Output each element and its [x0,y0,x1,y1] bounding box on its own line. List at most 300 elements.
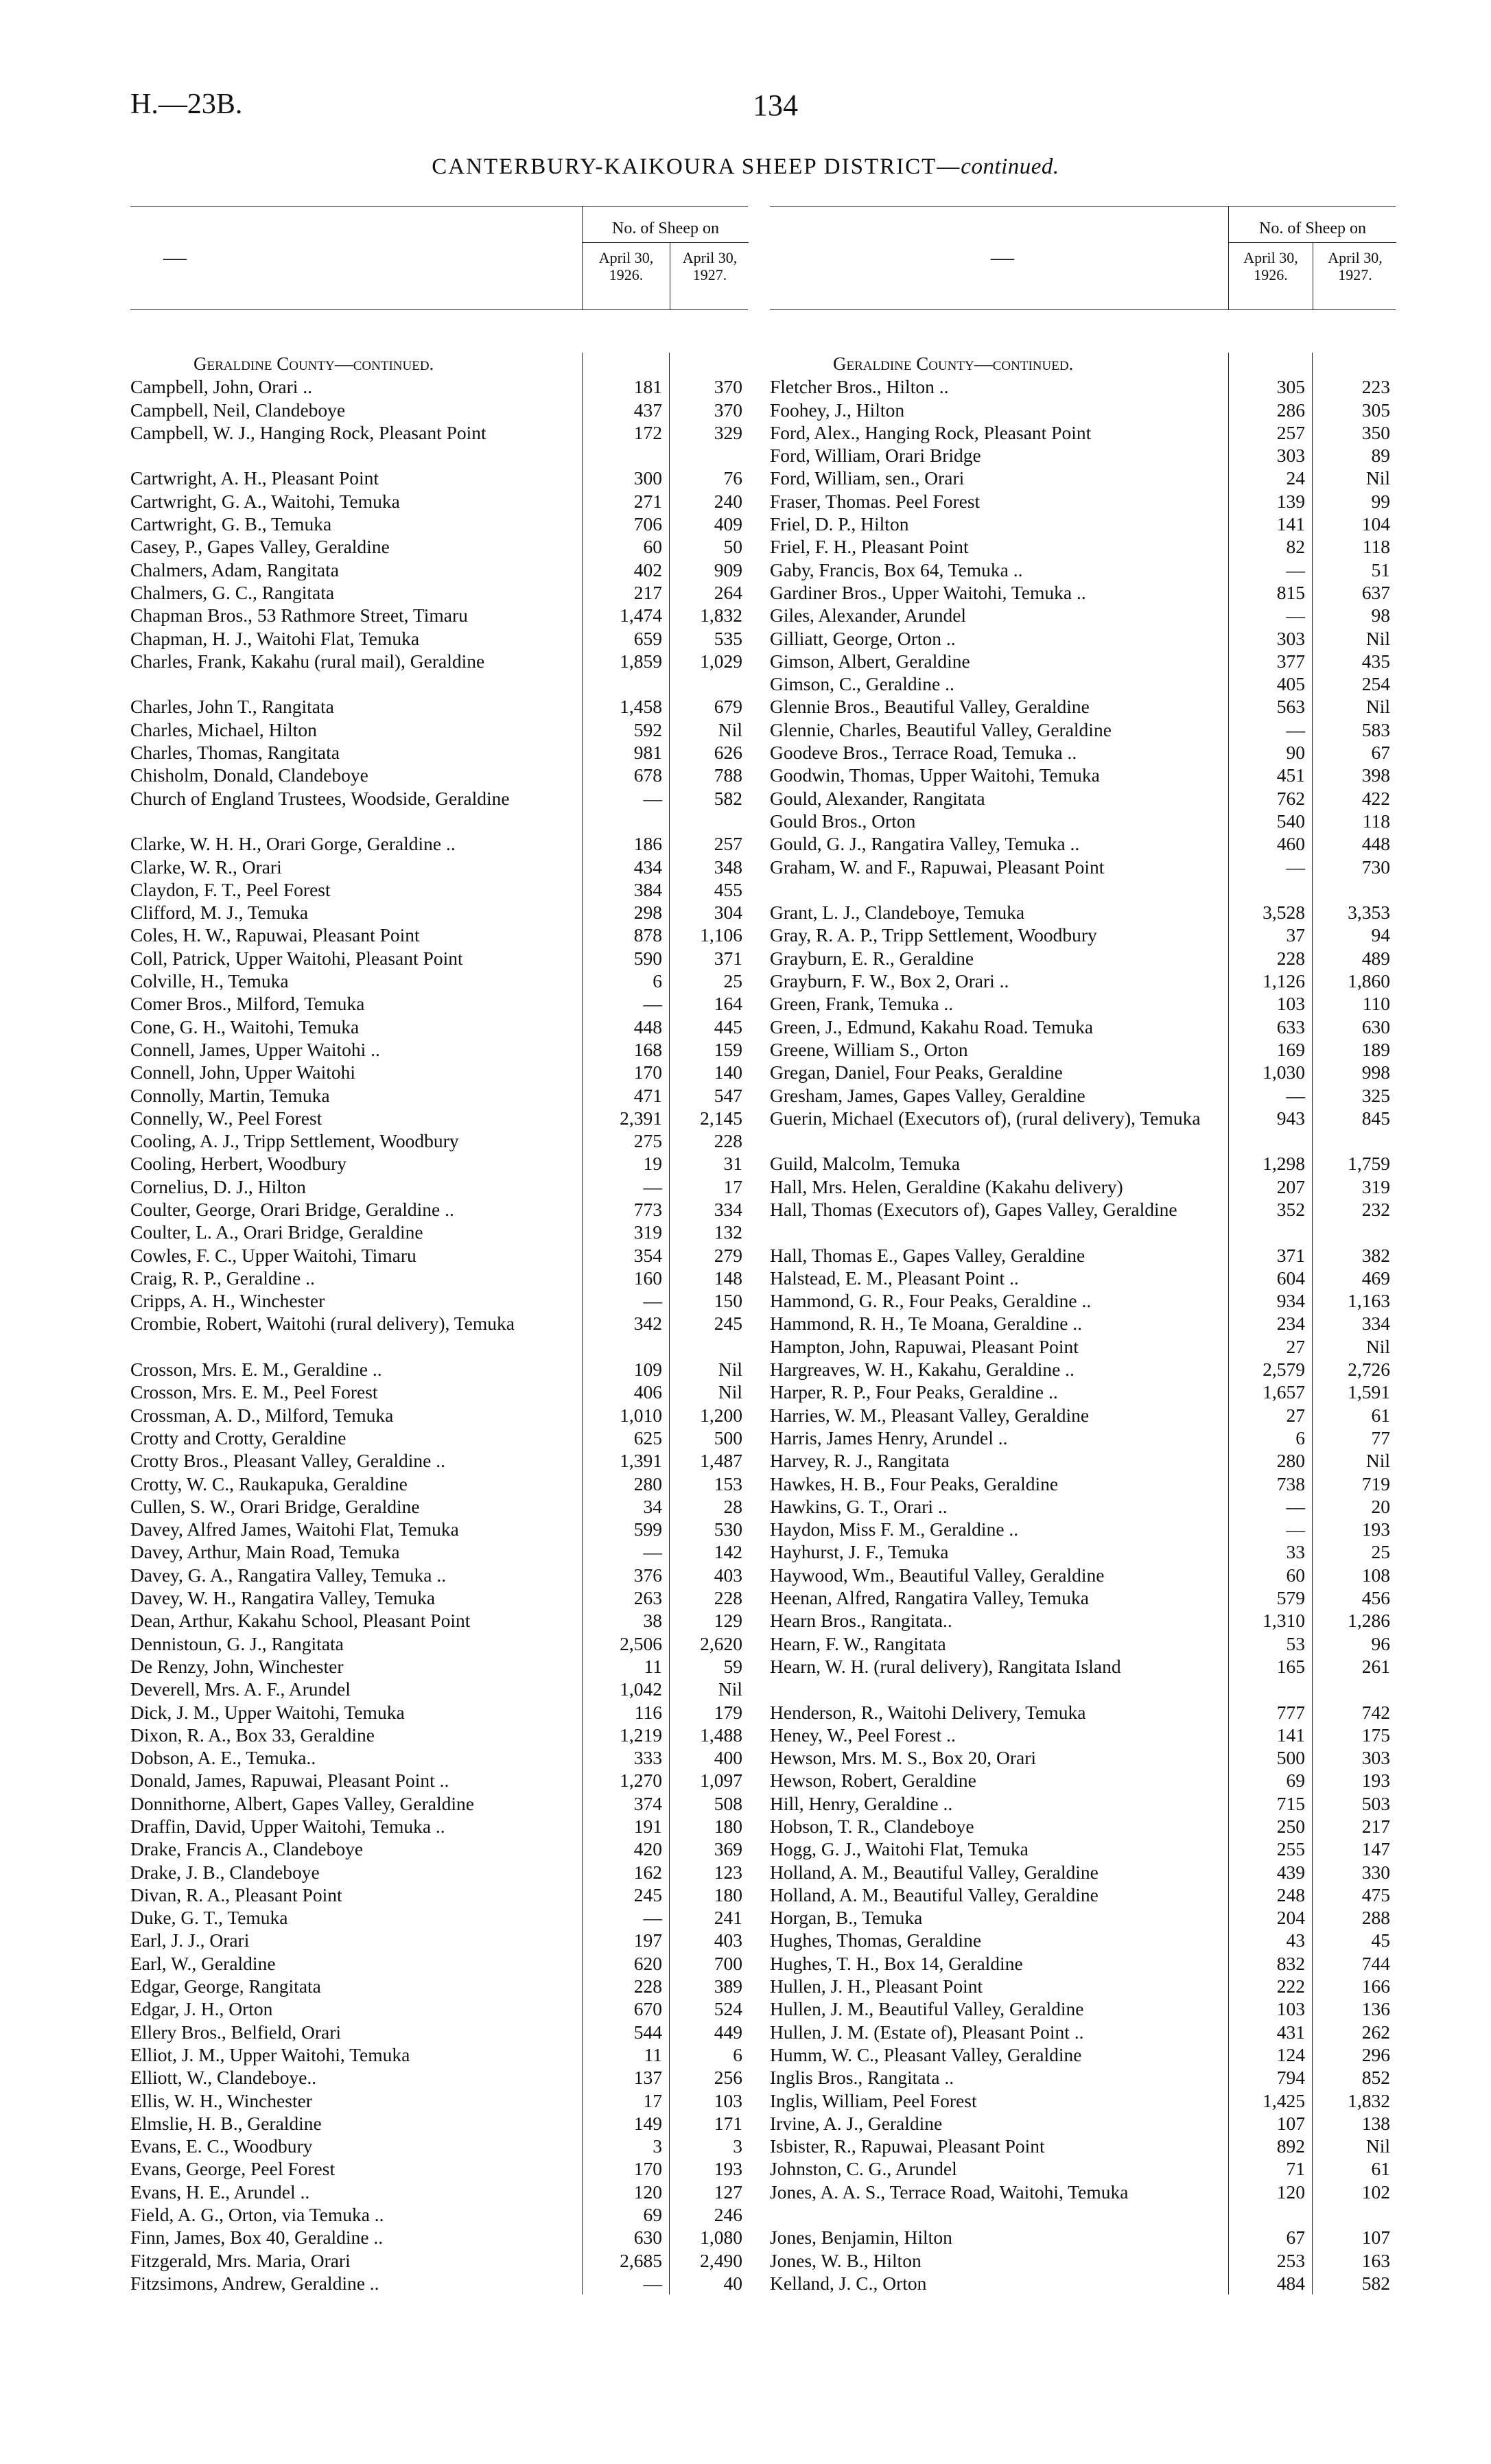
owner-name: Cartwright, G. A., Waitohi, Temuka [130,490,400,512]
table-row [130,1746,748,1769]
owner-name: Hammond, R. H., Te Moana, Geraldine .. [770,1313,1083,1335]
owner-name: Divan, R. A., Pleasant Point [130,1884,342,1905]
sheep-1926: 630 [633,2227,662,2249]
owner-name: Jones, Benjamin, Hilton [770,2227,952,2249]
sheep-1926: 670 [633,1998,662,2020]
sheep-1926: 981 [633,742,662,764]
table-row [130,1175,748,1198]
owner-name: Gaby, Francis, Box 64, Temuka .. [770,559,1023,580]
sheep-1927: Nil [718,1381,742,1403]
table-row [130,1289,748,1312]
owner-name: Clarke, W. R., Orari [130,856,282,878]
sheep-1927: 254 [1361,673,1390,695]
table-row [770,559,1396,581]
sheep-1926: 286 [1276,399,1305,421]
owner-name: Harris, James Henry, Arundel .. [770,1427,1008,1448]
sheep-1927: 679 [714,696,742,718]
table-row [130,1404,748,1427]
sheep-1927: 180 [714,1816,742,1837]
table-row [770,924,1396,946]
sheep-1926: 2,391 [620,1107,662,1129]
sheep-1926: 500 [1276,1747,1305,1769]
owner-name: Fitzsimons, Andrew, Geraldine .. [130,2272,379,2294]
table-row [130,1198,748,1221]
sheep-1927: 51 [1371,559,1390,580]
page-header [130,88,1420,136]
sheep-1927: 104 [1361,513,1390,535]
sheep-1926: 1,859 [620,650,662,672]
owner-name: Gould Bros., Orton [770,810,916,832]
sheep-1927: 1,163 [1348,1290,1390,1312]
owner-name: Campbell, Neil, Clandeboye [130,399,346,421]
sheep-1927: 626 [714,742,742,764]
sheep-1926: 207 [1276,1175,1305,1197]
sheep-1927: 2,620 [700,1632,742,1654]
sheep-1927: 334 [1361,1313,1390,1335]
table-row [770,901,1396,924]
owner-name: Coll, Patrick, Upper Waitohi, Pleasant Point [130,947,463,969]
sheep-1926: 141 [1276,513,1305,535]
sheep-1926: — [643,993,662,1015]
table-row [770,1267,1396,1289]
left-table [130,206,748,2295]
sheep-1927: Nil [1365,696,1390,718]
owner-name: Coles, H. W., Rapuwai, Pleasant Point [130,924,420,946]
sheep-1926: 402 [633,559,662,580]
left-section-heading: Geraldine County—continued. [193,353,434,374]
owner-name: Charles, Frank, Kakahu (rural mail), Geraldine [130,650,485,672]
owner-name: Gould, G. J., Rangatira Valley, Temuka .. [770,833,1080,855]
owner-name: Crotty, W. C., Raukapuka, Geraldine [130,1472,408,1494]
table-row [130,992,748,1015]
table-row [770,1952,1396,1975]
table-row [130,970,748,992]
sheep-1927: 76 [723,467,742,489]
table-row [770,1427,1396,1449]
owner-name: Grant, L. J., Clandeboye, Temuka [770,902,1025,924]
owner-name: Hughes, Thomas, Geraldine [770,1929,982,1951]
owner-name: Hargreaves, W. H., Kakahu, Geraldine .. [770,1359,1075,1381]
sheep-1927: 398 [1361,764,1390,786]
owner-name: Dennistoun, G. J., Rangitata [130,1632,344,1654]
sheep-1927: 435 [1361,650,1390,672]
sheep-1926: 1,042 [620,1678,662,1700]
owner-name: Gould, Alexander, Rangitata [770,787,985,809]
table-row [130,2066,748,2089]
sheep-1926: 3,528 [1263,902,1305,924]
table-row [770,2043,1396,2066]
table-row [130,718,748,741]
owner-name: Hill, Henry, Geraldine .. [770,1792,953,1814]
sheep-1927: 1,832 [1348,2089,1390,2111]
table-row [130,2181,748,2203]
owner-name: Crosson, Mrs. E. M., Geraldine .. [130,1359,382,1381]
sheep-1927: 179 [714,1701,742,1723]
owner-name: Jones, A. A. S., Terrace Road, Waitohi, Temuka [770,2181,1129,2203]
sheep-1927: 2,490 [700,2249,742,2271]
owner-name: Graham, W. and F., Rapuwai, Pleasant Point [770,856,1105,878]
owner-name: Ellis, W. H., Winchester [130,2089,312,2111]
owner-name: Connell, John, Upper Waitohi [130,1061,356,1083]
sheep-1927: 148 [714,1267,742,1289]
sheep-1927: 350 [1361,421,1390,443]
owner-name: Elliott, W., Clandeboye.. [130,2067,317,2089]
sheep-1926: 563 [1276,696,1305,718]
sheep-1926: 777 [1276,1701,1305,1723]
sheep-1927: 28 [723,1495,742,1517]
owner-name: Hullen, J. H., Pleasant Point [770,1975,983,1997]
sheep-1926: 706 [633,513,662,535]
owner-name: Hewson, Robert, Geraldine [770,1770,976,1792]
table-row [130,2272,748,2295]
sheep-1927: 166 [1361,1975,1390,1997]
table-row [770,375,1396,398]
sheep-1926: — [1286,559,1305,580]
sheep-1926: 762 [1276,787,1305,809]
sheep-1927: 637 [1361,581,1390,603]
owner-name: Grayburn, F. W., Box 2, Orari .. [770,970,1009,992]
owner-name: Fraser, Thomas. Peel Forest [770,490,981,512]
sheep-1927: 1,591 [1348,1381,1390,1403]
table-row [770,992,1396,1015]
table-row [130,856,748,878]
sheep-1927: 403 [714,1564,742,1586]
sheep-1927: 118 [1362,810,1390,832]
owner-name: Clifford, M. J., Temuka [130,902,309,924]
owner-name: Drake, Francis A., Clandeboye [130,1838,364,1860]
sheep-1927: 389 [714,1975,742,1997]
table-row [130,1038,748,1061]
sheep-1926: 11 [644,1655,662,1677]
sheep-1926: 69 [1286,1770,1305,1792]
table-row [130,2203,748,2226]
owner-name: Hawkins, G. T., Orari .. [770,1495,948,1517]
owner-name: Finn, James, Box 40, Geraldine .. [130,2227,384,2249]
sheep-1926: 439 [1276,1861,1305,1883]
sheep-1927: Nil [718,1359,742,1381]
sheep-1927: 25 [723,970,742,992]
owner-name: De Renzy, John, Winchester [130,1655,344,1677]
table-row [130,1472,748,1495]
sheep-1926: 448 [633,1016,662,1037]
sheep-1927: 1,097 [700,1770,742,1792]
sheep-1926: 60 [1286,1564,1305,1586]
sheep-1926: 298 [633,902,662,924]
sheep-1927: 61 [1371,1404,1390,1426]
left-header-col-1926: April 30, 1926. [598,249,654,283]
table-row [130,1564,748,1586]
sheep-1927: 3 [733,2135,742,2157]
owner-name: Hearn, F. W., Rangitata [770,1632,946,1654]
sheep-1927: 217 [1361,1816,1390,1837]
table-row [770,1038,1396,1061]
owner-name: Crombie, Robert, Waitohi (rural delivery), Temuka [130,1313,515,1335]
owner-name: Harper, R. P., Four Peaks, Geraldine .. [770,1381,1058,1403]
owner-name: Gregan, Daniel, Four Peaks, Geraldine [770,1061,1063,1083]
sheep-1927: 50 [723,536,742,558]
sheep-1927: 1,029 [700,650,742,672]
sheep-1927: 256 [714,2067,742,2089]
sheep-1927: 3,353 [1348,902,1390,924]
sheep-1926: 794 [1276,2067,1305,2089]
owner-name: Evans, George, Peel Forest [130,2158,336,2180]
table-row [770,1472,1396,1495]
owner-name: Crotty and Crotty, Geraldine [130,1427,347,1448]
sheep-1927: 228 [714,1130,742,1152]
sheep-1927: 163 [1361,2249,1390,2271]
sheep-1927: 1,488 [700,1724,742,1746]
table-row [130,1152,748,1175]
owner-name: Campbell, John, Orari .. [130,376,313,398]
sheep-1926: 120 [1276,2181,1305,2203]
sheep-1927: 500 [714,1427,742,1448]
table-row [770,535,1396,558]
owner-name: Cartwright, G. B., Temuka [130,513,332,535]
sheep-1926: 371 [1276,1244,1305,1266]
sheep-1926: 342 [633,1313,662,1335]
sheep-1926: 263 [633,1587,662,1609]
table-row [770,2089,1396,2112]
owner-name: Chapman Bros., 53 Rathmore Street, Timaru [130,605,468,626]
sheep-1926: 27 [1286,1335,1305,1357]
owner-name: Halstead, E. M., Pleasant Point .. [770,1267,1019,1289]
owner-name: Dick, J. M., Upper Waitohi, Temuka [130,1701,405,1723]
sheep-1926: 3 [653,2135,662,2157]
right-table [770,206,1396,2295]
table-row [130,1838,748,1860]
table-row [770,1381,1396,1403]
report-reference: H.—23B. [130,89,243,120]
owner-name: Hughes, T. H., Box 14, Geraldine [770,1952,1023,1974]
table-row [130,399,748,421]
left-header-group [582,207,749,309]
sheep-1927: 700 [714,1952,742,1974]
sheep-1926: 815 [1276,581,1305,603]
right-section-heading: Geraldine County—continued. [833,353,1074,374]
table-row [130,741,748,764]
table-row [770,581,1396,604]
sheep-1926: 715 [1276,1792,1305,1814]
sheep-1927: 102 [1361,2181,1390,2203]
sheep-1926: — [643,1290,662,1312]
sheep-1927: 319 [1361,1175,1390,1197]
sheep-1926: 305 [1276,376,1305,398]
sheep-1927: Nil [1365,2135,1390,2157]
owner-name: Harvey, R. J., Rangitata [770,1450,950,1472]
owner-name: Harries, W. M., Pleasant Valley, Geraldine [770,1404,1090,1426]
sheep-1927: 159 [714,1038,742,1060]
sheep-1927: 89 [1371,445,1390,467]
table-row [770,1746,1396,1769]
sheep-1927: 370 [714,399,742,421]
table-row [770,1609,1396,1632]
table-row [770,832,1396,855]
sheep-1926: — [1286,605,1305,626]
owner-name: Dean, Arthur, Kakahu School, Pleasant Point [130,1610,471,1632]
sheep-1926: 592 [633,718,662,740]
sheep-1926: 103 [1276,1998,1305,2020]
table-row [130,535,748,558]
sheep-1926: — [643,1175,662,1197]
table-row [770,2181,1396,2227]
table-row [770,741,1396,764]
sheep-1926: 107 [1276,2112,1305,2134]
sheep-1927: 469 [1361,1267,1390,1289]
sheep-1927: 94 [1371,924,1390,946]
owner-name: Friel, D. P., Hilton [770,513,909,535]
sheep-1926: 204 [1276,1907,1305,1929]
sheep-1927: 103 [714,2089,742,2111]
sheep-1926: 431 [1276,2021,1305,2043]
sheep-1926: 120 [633,2181,662,2203]
sheep-1926: 280 [1276,1450,1305,1472]
table-row [770,1152,1396,1175]
table-row [130,2021,748,2043]
table-row [770,1792,1396,1815]
owner-name: Crotty Bros., Pleasant Valley, Geraldine .. [130,1450,446,1472]
table-row [130,2089,748,2112]
sheep-1926: 228 [1276,947,1305,969]
sheep-1927: 1,106 [700,924,742,946]
sheep-1926: 24 [1286,467,1305,489]
right-header-group-title: No. of Sheep on [1259,220,1366,237]
sheep-1927: 742 [1361,1701,1390,1723]
sheep-1927: 1,286 [1348,1610,1390,1632]
table-row [130,1929,748,1951]
sheep-1926: 27 [1286,1404,1305,1426]
owner-name: Coulter, George, Orari Bridge, Geraldine .. [130,1198,454,1220]
table-row [130,559,748,581]
table-row [770,1061,1396,1083]
table-row [770,2135,1396,2157]
sheep-1927: 31 [723,1153,742,1175]
table-row [770,1016,1396,1038]
table-row [770,1975,1396,1997]
sheep-1926: 633 [1276,1016,1305,1037]
table-row [130,2112,748,2135]
sheep-1926: 678 [633,764,662,786]
sheep-1926: 19 [643,1153,662,1175]
right-header-group [1228,207,1396,309]
sheep-1927: 261 [1361,1655,1390,1677]
sheep-1927: 127 [714,2181,742,2203]
sheep-1927: 279 [714,1244,742,1266]
sheep-1927: 304 [714,902,742,924]
owner-name: Humm, W. C., Pleasant Valley, Geraldine [770,2043,1082,2065]
sheep-1927: 59 [723,1655,742,1677]
sheep-1926: 451 [1276,764,1305,786]
sheep-1927: 2,726 [1348,1359,1390,1381]
sheep-1926: 165 [1276,1655,1305,1677]
table-row [770,1335,1396,1358]
sheep-1926: 162 [633,1861,662,1883]
owner-name: Inglis Bros., Rangitata .. [770,2067,954,2089]
sheep-1927: 475 [1361,1884,1390,1905]
sheep-1927: 1,860 [1348,970,1390,992]
table-row [770,1404,1396,1427]
owner-name: Cooling, Herbert, Woodbury [130,1153,347,1175]
owner-name: Colville, H., Temuka [130,970,289,992]
page-title-continued: continued. [961,154,1059,179]
sheep-1926: 170 [633,2158,662,2180]
owner-name: Hullen, J. M. (Estate of), Pleasant Point .. [770,2021,1084,2043]
owner-name: Hobson, T. R., Clandeboye [770,1816,974,1837]
table-row [130,2135,748,2157]
table-row [130,375,748,398]
owner-name: Davey, Arthur, Main Road, Temuka [130,1541,400,1563]
table-row [770,1244,1396,1267]
owner-name: Green, Frank, Temuka .. [770,993,954,1015]
owner-name: Field, A. G., Orton, via Temuka .. [130,2204,384,2226]
table-row [770,1815,1396,1838]
table-row [130,901,748,924]
table-row [130,1792,748,1815]
table-row [130,1701,748,1724]
owner-name: Heenan, Alfred, Rangatira Valley, Temuka [770,1587,1089,1609]
sheep-1926: 625 [633,1427,662,1448]
table-row [130,1815,748,1838]
owner-name: Coulter, L. A., Orari Bridge, Geraldine [130,1221,423,1243]
sheep-1926: — [643,1907,662,1929]
sheep-1926: 160 [633,1267,662,1289]
table-row [130,1678,748,1700]
table-row [770,1449,1396,1472]
sheep-1926: 374 [633,1792,662,1814]
owner-name: Hammond, G. R., Four Peaks, Geraldine .. [770,1290,1092,1312]
sheep-1926: 1,425 [1263,2089,1305,2111]
table-row [130,1655,748,1678]
sheep-1927: 422 [1361,787,1390,809]
sheep-1927: 189 [1361,1038,1390,1060]
owner-name: Irvine, A. J., Geraldine [770,2112,943,2134]
sheep-1926: 352 [1276,1198,1305,1220]
sheep-1927: 99 [1371,490,1390,512]
sheep-1927: 369 [714,1838,742,1860]
table-row [130,1427,748,1449]
owner-name: Hearn Bros., Rangitata.. [770,1610,952,1632]
owner-name: Gray, R. A. P., Tripp Settlement, Woodbury [770,924,1097,946]
table-row [770,1769,1396,1792]
owner-name: Casey, P., Gapes Valley, Geraldine [130,536,390,558]
owner-name: Grayburn, E. R., Geraldine [770,947,974,969]
sheep-1927: 107 [1361,2227,1390,2249]
sheep-1927: 744 [1361,1952,1390,1974]
sheep-1926: 1,126 [1263,970,1305,992]
sheep-1927: 20 [1371,1495,1390,1517]
sheep-1927: 370 [714,376,742,398]
owner-name: Horgan, B., Temuka [770,1907,923,1929]
sheep-1926: 1,270 [620,1770,662,1792]
sheep-1927: 330 [1361,1861,1390,1883]
owner-name: Charles, John T., Rangitata [130,696,334,718]
sheep-1926: 197 [633,1929,662,1951]
owner-name: Fitzgerald, Mrs. Maria, Orari [130,2249,351,2271]
owner-name: Crosson, Mrs. E. M., Peel Forest [130,1381,378,1403]
left-table-header [130,206,748,310]
owner-name: Hewson, Mrs. M. S., Box 20, Orari [770,1747,1037,1769]
table-row [770,490,1396,513]
sheep-1926: 71 [1286,2158,1305,2180]
owner-name: Crossman, A. D., Milford, Temuka [130,1404,394,1426]
sheep-1926: 271 [633,490,662,512]
sheep-1926: 53 [1286,1632,1305,1654]
owner-name: Cornelius, D. J., Hilton [130,1175,306,1197]
sheep-1927: 123 [714,1861,742,1883]
sheep-1927: 118 [1362,536,1390,558]
left-header-group-title: No. of Sheep on [612,220,719,237]
sheep-1927: 909 [714,559,742,580]
sheep-1927: 305 [1361,399,1390,421]
